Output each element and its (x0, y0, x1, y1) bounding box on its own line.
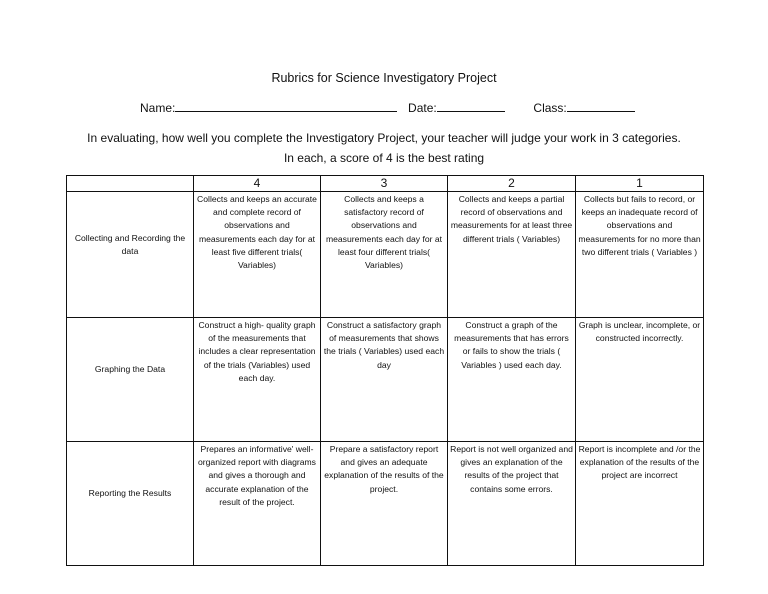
class-label: Class: (533, 101, 567, 115)
score-cell: Construct a graph of the measurements that has errors or fails to show the trials ( Variables ) used each day. (448, 318, 576, 442)
rubric-table (66, 175, 704, 566)
class-field[interactable] (567, 100, 635, 112)
score-cell: Collects and keeps an accurate and complete record of observations and measurements each day for at least five different trials( Variables) (194, 192, 321, 318)
date-label: Date: (408, 101, 437, 115)
instructions-line-2: In each, a score of 4 is the best rating (283, 151, 485, 165)
header-score-2: 2 (448, 176, 576, 192)
student-info-fields (140, 100, 635, 115)
header-row (67, 176, 704, 192)
criterion-cell: Reporting the Results (67, 442, 194, 566)
criterion-cell: Collecting and Recording the data (67, 192, 194, 318)
header-score-3: 3 (321, 176, 448, 192)
score-cell: Graph is unclear, incomplete, or constructed incorrectly. (576, 318, 704, 442)
score-cell: Construct a high- quality graph of the measurements that includes a clear representation of the trials (Variables) used each day. (194, 318, 321, 442)
table-row (67, 442, 704, 566)
score-cell: Prepare a satisfactory report and gives an adequate explanation of the results of the project. (321, 442, 448, 566)
score-cell: Collects but fails to record, or keeps an inadequate record of observations and measurements for no more than two different trials ( Variables ) (576, 192, 704, 318)
name-field[interactable] (175, 100, 397, 112)
score-cell: Report is incomplete and /or the explanation of the results of the project are incorrect (576, 442, 704, 566)
score-cell: Report is not well organized and gives an explanation of the results of the project that contains some errors. (448, 442, 576, 566)
score-cell: Collects and keeps a satisfactory record of observations and measurements each day for at least four different trials( Variables) (321, 192, 448, 318)
table-row (67, 318, 704, 442)
page-title: Rubrics for Science Investigatory Project (271, 71, 497, 85)
score-cell: Collects and keeps a partial record of observations and measurements for at least three different trials ( Variables) (448, 192, 576, 318)
header-score-1: 1 (576, 176, 704, 192)
score-cell: Construct a satisfactory graph of measurements that shows the trials ( Variables) used each day (321, 318, 448, 442)
criterion-cell: Graphing the Data (67, 318, 194, 442)
name-label: Name: (140, 101, 176, 115)
score-cell: Prepares an informative' well-organized report with diagrams and gives a thorough and accurate explanation of the result of the project. (194, 442, 321, 566)
table-row (67, 192, 704, 318)
header-criterion (67, 176, 194, 192)
instructions (0, 128, 768, 168)
header-score-4: 4 (194, 176, 321, 192)
instructions-line-1: In evaluating, how well you complete the Investigatory Project, your teacher will judge your work in 3 categories. (87, 131, 681, 145)
date-field[interactable] (437, 100, 505, 112)
